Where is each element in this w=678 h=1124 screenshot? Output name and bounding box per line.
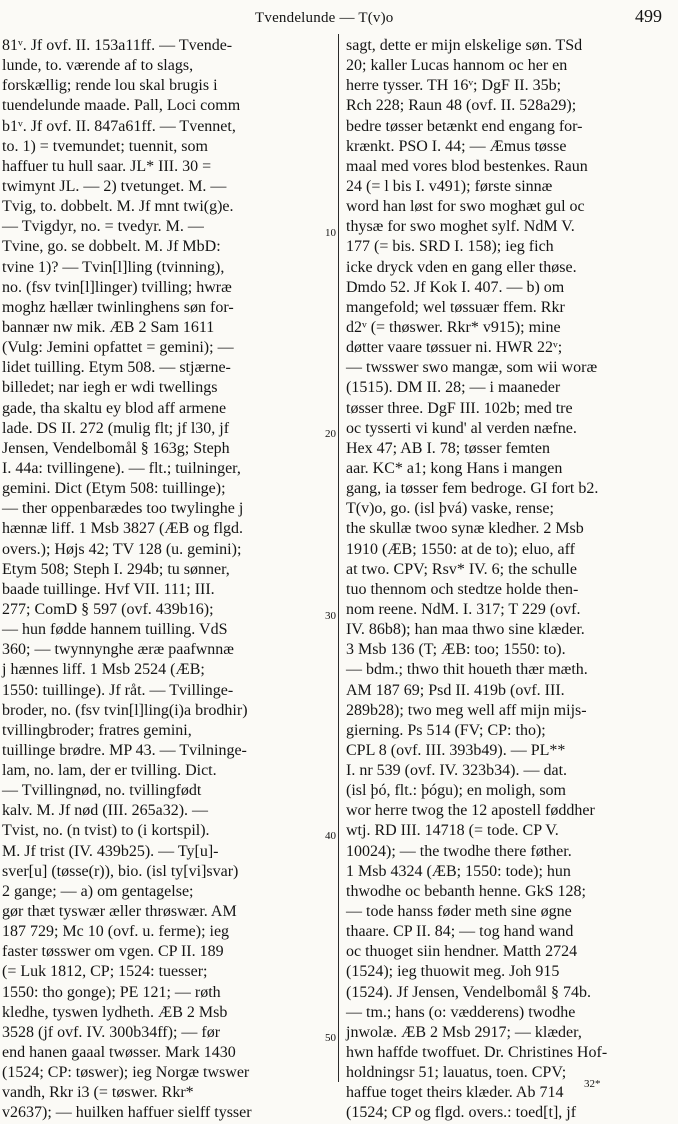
right-text-line: 177 (= bis. SRD I. 158); ieg fich [346,238,554,256]
right-text-line: thysæ for swo moghet sylf. NdM V. [346,218,575,236]
right-text-line: icke dryck vden en gang eller thøse. [346,258,577,276]
right-text-line: krænkt. PSO I. 44; — Æmus tøsse [346,137,567,155]
left-text-line: kalv. M. Jf nød (III. 265a32). — [2,802,209,820]
left-text-line: 1550: tho gonge); PE 121; — røth [2,983,221,1001]
right-text-line: the skullæ twoo synæ kledher. 2 Msb [346,520,584,538]
left-text-line: lam, no. lam, der er tvilling. Dict. [2,762,217,780]
line-number-marker: 10 [325,227,336,239]
left-text-line: j hænnes liff. 1 Msb 2524 (ÆB; [2,661,205,679]
right-text-line: thwodhe oc bebanth henne. GkS 128; [346,882,586,900]
left-text-line: v2637); — huilken haffuer sielff tysser [2,1104,252,1122]
left-text-line: Tvig, to. dobbelt. M. Jf mnt twi(g)e. [2,198,234,216]
signature-mark: 32* [584,1078,601,1090]
right-text-line: wtj. RD III. 14718 (= tode. CP V. [346,822,559,840]
left-text-line: tvillingbroder; fratres gemini, [2,721,192,739]
right-text-line: at two. CPV; Rsv* IV. 6; the schulle [346,560,577,578]
right-text-line: — twsswer swo mangæ, som wii woræ [346,359,598,377]
left-text-line: (= Luk 1812, CP; 1524: tuesser; [2,963,208,981]
left-text-line: — Tvigdyr, no. = tvedyr. M. — [2,218,204,236]
right-text-line: CPL 8 (ovf. III. 393b49). — PL** [346,741,566,759]
column-divider [338,34,339,1082]
right-text-line: 1 Msb 4324 (ÆB; 1550: tode); hun [346,862,571,880]
left-text-line: haffuer tu hull saar. JL* III. 30 = [2,157,212,175]
left-text-line: forskællig; rende lou skal brugis i [2,77,218,95]
right-text-line: wor herre twog the 12 apostell føddher [346,802,595,820]
right-text-line: 10024); — the twodhe there føther. [346,842,572,860]
left-text-line: Jensen, Vendelbomål § 163g; Steph [2,439,230,457]
page-header [0,0,678,32]
right-text-line: oc tysserti vi kund' al verden næfne. [346,419,577,437]
right-text-line: (isl þó, flt.: þógu); en moligh, som [346,782,566,800]
right-text-line: — tode hanss føder meth sine øgne [346,903,572,921]
right-text-line: 24 (= l bis I. v491); første sinnæ [346,177,553,195]
right-text-line: mangefold; wel tøssuær ffem. Rkr [346,298,565,316]
line-number-marker: 50 [325,1032,336,1044]
page-number: 499 [635,6,662,26]
right-text-line: hwn haffde twoffuet. Dr. Christines Hof- [346,1044,608,1062]
left-text-line: I. 44a: tvillingene). — flt.; tuilninger, [2,459,241,477]
right-text-line: Rch 228; Raun 48 (ovf. II. 528a29); [346,97,577,115]
right-text-line: (1524); ieg thuowit meg. Joh 915 [346,963,560,981]
right-text-line: (1524; CP og flgd. overs.: toed[t], jf [346,1104,577,1122]
left-text-line: 360; — twynnynghe æræ paafwnnæ [2,641,234,659]
right-text-line: thaare. CP II. 84; — tog hand wand [346,923,574,941]
right-column [346,36,668,1122]
left-text-line: to. 1) = tvemundet; tuennit, som [2,137,208,155]
left-text-line: 3528 (jf ovf. IV. 300b34ff); — før [2,1023,221,1041]
left-text-line: lunde, to. værende af to slags, [2,57,194,75]
right-text-line: jnwolæ. ÆB 2 Msb 2917; — klæder, [346,1023,582,1041]
right-text-line: nom reene. NdM. I. 317; T 229 (ovf. [346,600,581,618]
right-text-line: (1524). Jf Jensen, Vendelbomål § 74b. [346,983,591,1001]
right-text-line: maal med vores blod bestenkes. Raun [346,157,588,175]
left-text-line: moghz hællær twinlinghens søn for- [2,298,234,316]
right-text-line: haffue toget theirs klæder. Ab 714 [346,1084,564,1102]
left-text-line: bannær nw mik. ÆB 2 Sam 1611 [2,318,215,336]
right-text-line: 1910 (ÆB; 1550: at de to); eluo, aff [346,540,575,558]
left-text-line: lidet tuilling. Etym 508. — stjærne- [2,359,231,377]
left-text-line: — ther oppenbarædes too twylinghe j [2,500,244,518]
left-text-line: 81ᵛ. Jf ovf. II. 153a11ff. — Tvende- [2,37,233,54]
left-text-line: — hun fødde hannem tuilling. VdS [2,621,228,639]
right-text-line: tuo thennom och stedtze holde then- [346,580,579,598]
left-text-line: overs.); Højs 42; TV 128 (u. gemini); [2,540,242,558]
right-text-line: aar. KC* a1; kong Hans i mangen [346,459,563,477]
running-head: Tvendelunde — T(v)o [255,10,394,26]
left-text-line: tvine 1)? — Tvin[l]ling (tvinning), [2,258,225,276]
left-text-line: tuendelunde maade. Pall, Loci comm [2,97,241,115]
left-text-line: (Vulg: Jemini opfattet = gemini); — [2,339,234,357]
left-text-line: gemini. Dict (Etym 508: tuillinge); [2,480,226,498]
right-text-line: Dmdo 52. Jf Kok I. 407. — b) om [346,278,565,296]
left-text-line: M. Jf trist (IV. 439b25). — Ty[u]- [2,842,219,860]
line-number-marker: 30 [325,610,336,622]
left-text-line: hænnæ liff. 1 Msb 3827 (ÆB og flgd. [2,520,244,538]
left-text-line: sver[u] (tøsse(r)), bio. (isl ty[vi]svar) [2,862,239,880]
left-text-line: b1ᵛ. Jf ovf. II. 847a61ff. — Tvennet, [2,117,236,135]
left-text-line: 187 729; Mc 10 (ovf. u. ferme); ieg [2,923,230,941]
left-text-line: gør thæt tyswær æller thrøswær. AM [2,903,237,921]
left-text-line: lade. DS II. 272 (mulig flt; jf l30, jf [2,419,230,437]
left-text-line: faster tøsswer om vgen. CP II. 189 [2,943,224,961]
right-text-line: — tm.; hans (o: vædderens) twodhe [346,1003,576,1021]
right-text-line: 3 Msb 136 (T; ÆB: too; 1550: to). [346,641,566,659]
left-text-line: baade tuillinge. Hvf VII. 111; III. [2,580,215,598]
right-text-line: sagt, dette er mijn elskelige søn. TSd [346,37,583,54]
right-text-line: bedre tøsser betænkt end engang for- [346,117,583,135]
right-text-line: gang, ia tøsser fem bedroge. GI fort b2. [346,480,599,498]
right-text-line: IV. 86b8); han maa thwo sine klæder. [346,621,585,639]
right-text-line: døtter vaare tøssuer ni. HWR 22ᵛ; [346,339,563,357]
right-text-line: I. nr 539 (ovf. IV. 323b34). — dat. [346,762,568,780]
right-text-line: holdningsr 51; lauatus, toen. CPV; [346,1064,567,1082]
right-text-line: 20; kaller Lucas hannom oc her en [346,57,568,75]
left-text-line: billedet; nar iegh er wdi twellings [2,379,218,397]
left-text-line: twimynt JL. — 2) tvetunget. M. — [2,177,227,195]
right-text-line: Hex 47; AB I. 78; tøsser femten [346,439,550,457]
left-text-line: gade, tha skaltu ey blod aff armene [2,399,227,417]
left-text-line: — Tvillingnød, no. tvillingfødt [2,782,202,800]
left-text-line: end hanen gaaal twøsser. Mark 1430 [2,1044,236,1062]
left-text-line: 1550: tuillinge). Jf råt. — Tvillinge- [2,681,234,699]
right-text-line: AM 187 69; Psd II. 419b (ovf. III. [346,681,565,699]
right-text-line: word han løst for swo moghæt gul oc [346,198,585,216]
right-text-line: T(v)o, go. (isl þvá) vaske, rense; [346,500,554,518]
left-text-line: kledhe, tyswen lydheth. ÆB 2 Msb [2,1003,228,1021]
line-number-marker: 40 [325,830,336,842]
left-text-line: tuillinge brødre. MP 43. — Tvilninge- [2,741,247,759]
right-text-line: gierning. Ps 514 (FV; CP: tho); [346,721,546,739]
right-text-line: herre tysser. TH 16ᵛ; DgF II. 35b; [346,77,562,95]
left-text-line: no. (fsv tvin[l]linger) tvilling; hwræ [2,278,232,296]
right-text-line: 289b28); two meg well aff mijn mijs- [346,701,587,719]
left-text-line: 2 gange; — a) om gentagelse; [2,882,194,900]
right-text-line: d2ᵛ (= thøswer. Rkr* v915); mine [346,318,561,336]
line-number-marker: 20 [325,428,336,440]
right-text-line: tøsser three. DgF III. 102b; med tre [346,399,573,417]
left-text-line: (1524; CP: tøswer); ieg Norgæ twswer [2,1064,250,1082]
right-text-line: oc thuoget siin hendner. Matth 2724 [346,943,578,961]
left-text-line: broder, no. (fsv tvin[l]ling(i)a brodhir) [2,701,248,719]
left-text-line: Etym 508; Steph I. 294b; tu sønner, [2,560,230,578]
left-column [2,36,330,1122]
left-text-line: 277; ComD § 597 (ovf. 439b16); [2,600,214,618]
left-text-line: vandh, Rkr i3 (= tøswer. Rkr* [2,1084,194,1102]
left-text-line: Tvist, no. (n tvist) to (i kortspil). [2,822,210,840]
right-text-line: — bdm.; thwo thit houeth thær mæth. [346,661,588,679]
left-text-line: Tvine, go. se dobbelt. M. Jf MbD: [2,238,221,256]
right-text-line: (1515). DM II. 28; — i maaneder [346,379,561,397]
